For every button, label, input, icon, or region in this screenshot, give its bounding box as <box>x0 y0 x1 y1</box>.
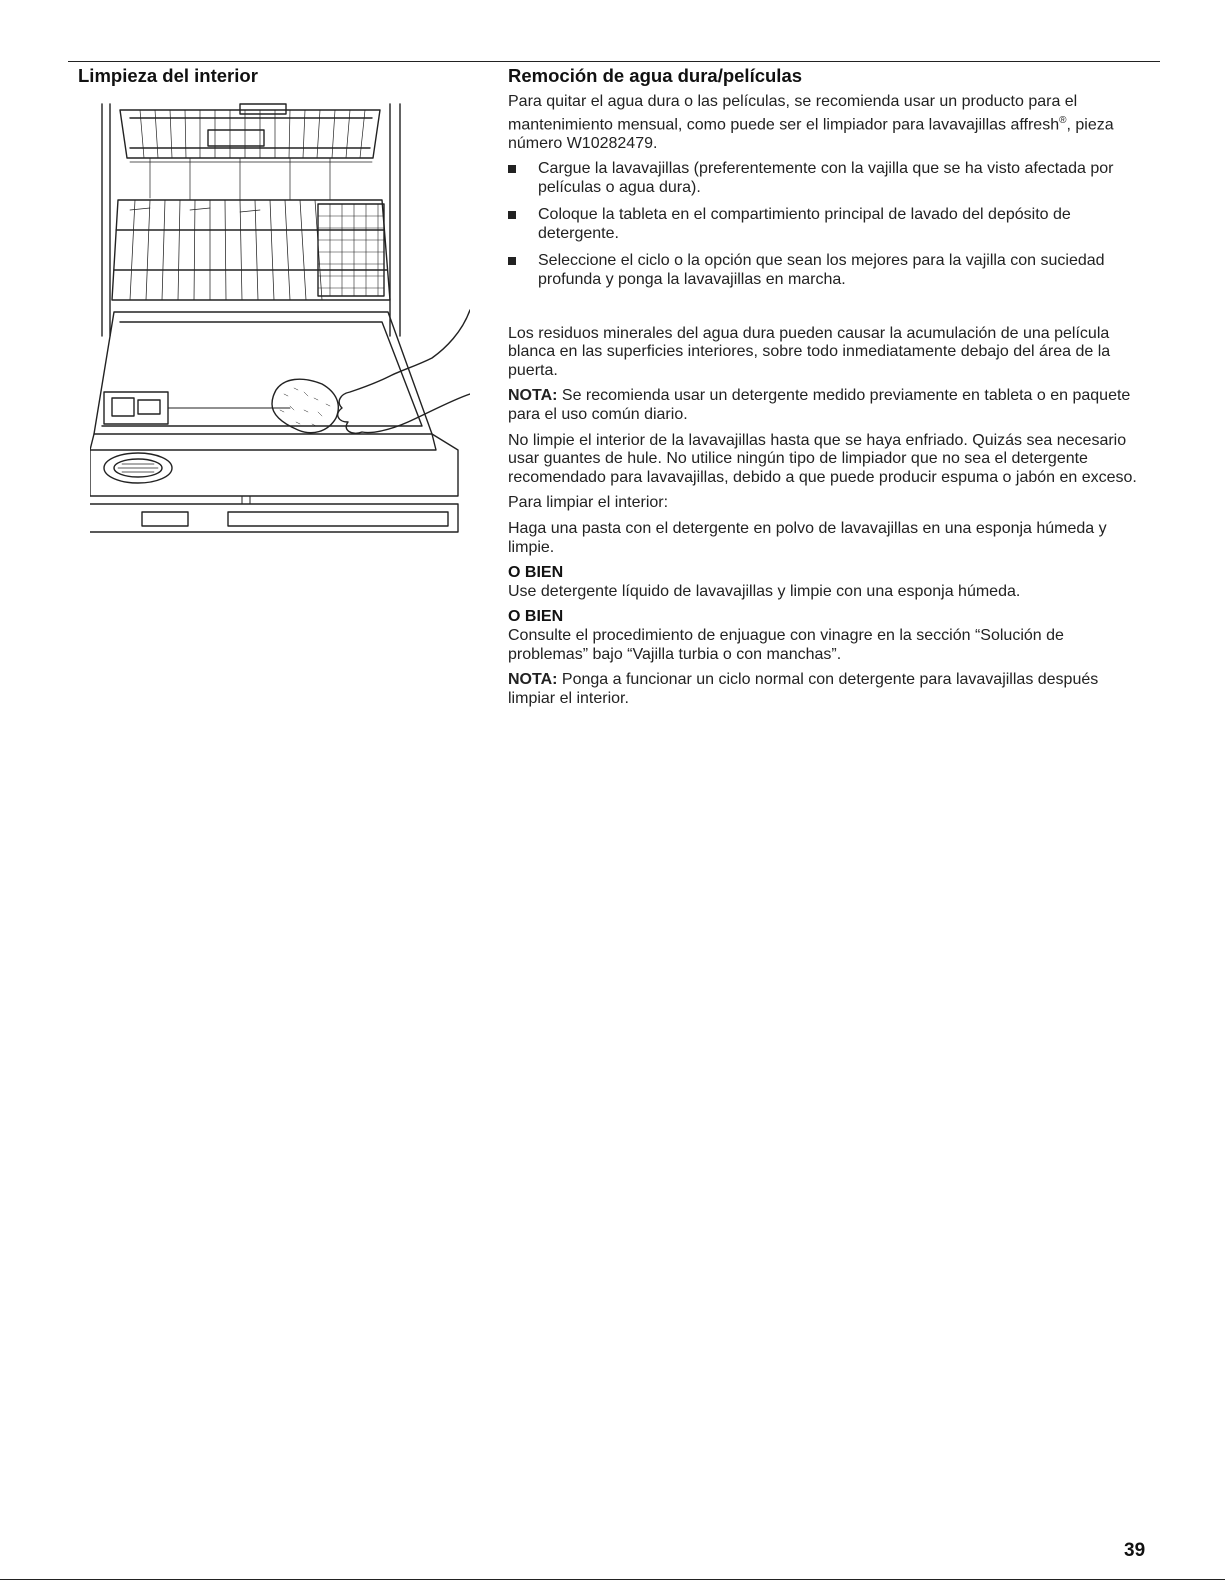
page-number: 39 <box>1124 1540 1146 1561</box>
bottom-rule <box>0 1579 1225 1580</box>
note-text: Ponga a funcionar un ciclo normal con detergente para lavavajillas después limpiar el interior. <box>508 671 1099 707</box>
registered-mark: ® <box>1059 114 1067 126</box>
list-item: Cargue la lavavajillas (preferentemente con la vajilla que se ha visto afectada por películas o agua dura). <box>508 160 1148 197</box>
vinegar-rinse-paragraph: Consulte el procedimiento de enjuague con vinagre en la sección “Solución de problemas” bajo “Vajilla turbia o con manchas”. <box>508 626 1064 663</box>
list-item: Seleccione el ciclo o la opción que sean los mejores para la vajilla con suciedad profunda y ponga la lavavajillas en marcha. <box>508 252 1148 289</box>
dishwasher-interior-illustration <box>90 100 470 540</box>
or-label-1: O BIEN <box>508 564 564 582</box>
note-label: NOTA: <box>508 671 558 689</box>
note-paragraph-2 <box>508 671 1148 708</box>
intro-paragraph <box>508 93 1148 153</box>
note-paragraph-1 <box>508 387 1148 424</box>
intro-text: Para quitar el agua dura o las películas, se recomienda usar un producto para el mantenimiento mensual, como puede ser el limpiador para lavavajillas affresh <box>508 93 1078 133</box>
liquid-detergent-paragraph: Use detergente líquido de lavavajillas y limpie con una esponja húmeda. <box>508 582 1021 600</box>
powder-paste-paragraph: Haga una pasta con el detergente en polvo de lavavajillas en una esponja húmeda y limpie. <box>508 520 1107 556</box>
steps-list <box>508 160 1148 290</box>
top-rule <box>68 61 1160 62</box>
section-heading-interior-cleaning: Limpieza del interior <box>78 65 258 86</box>
or-label-2: O BIEN <box>508 608 564 626</box>
list-item: Coloque la tableta en el compartimiento principal de lavado del depósito de detergente. <box>508 206 1148 243</box>
mineral-residue-paragraph: Los residuos minerales del agua dura pueden causar la acumulación de una película blanca en las superficies interiores, sobre todo inmediatamente debajo del área de la puerta. <box>508 324 1111 379</box>
section-heading-hard-water-removal: Remoción de agua dura/películas <box>508 65 803 86</box>
note-text: Se recomienda usar un detergente medido previamente en tableta o en paquete para el uso común diario. <box>508 387 1131 424</box>
right-column <box>508 64 1148 715</box>
intro-text-end: , pieza número W10282479. <box>508 115 1114 152</box>
note-label: NOTA: <box>508 387 558 405</box>
left-column <box>78 64 473 88</box>
to-clean-interior-paragraph: Para limpiar el interior: <box>508 494 669 512</box>
cooling-warning-paragraph: No limpie el interior de la lavavajillas hasta que se haya enfriado. Quizás sea necesario usar guantes de hule. No utilice ningún tipo de limpiador que no sea el detergente recomendado para lavavajillas, debido a que puede producir espuma o jabón en exceso. <box>508 431 1137 486</box>
